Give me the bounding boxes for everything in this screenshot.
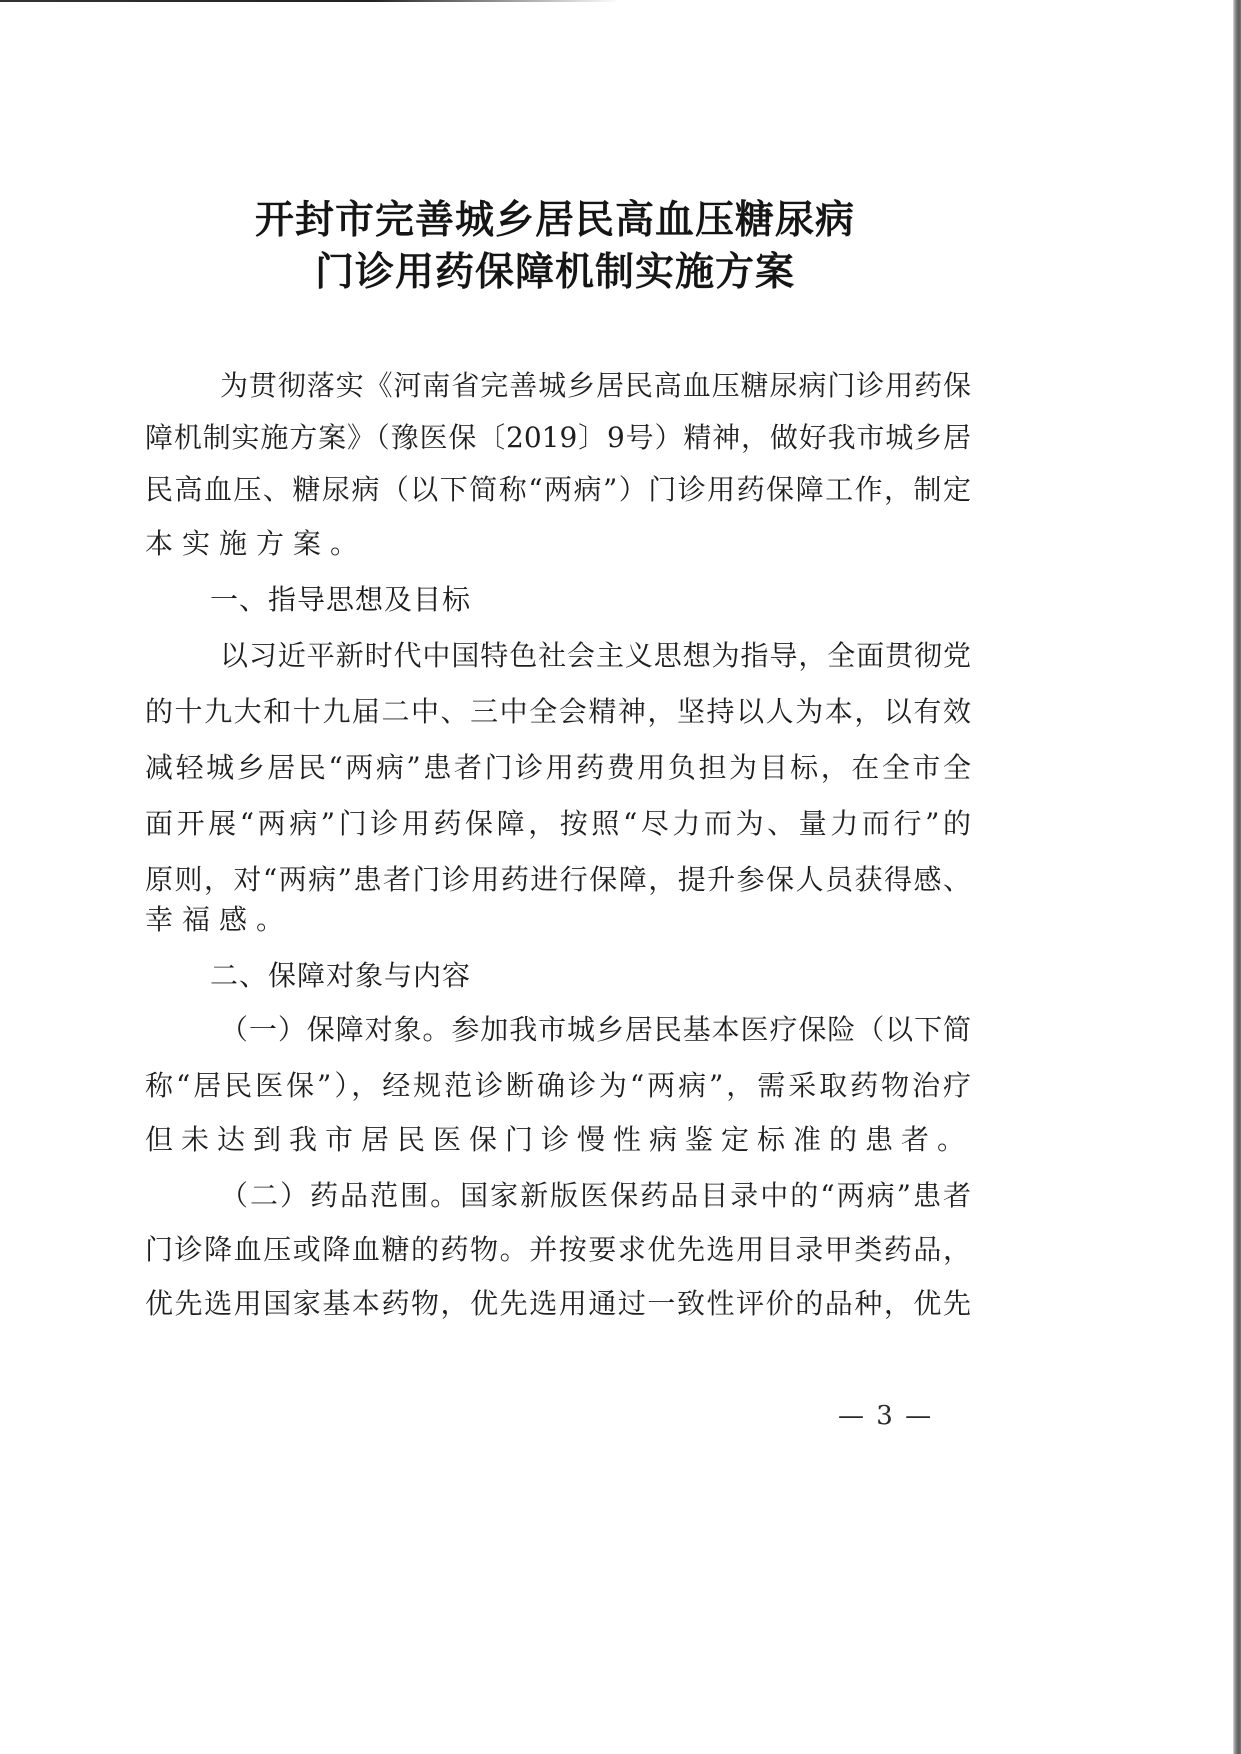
section-heading: 二、保障对象与内容 [210, 959, 472, 992]
paragraph-line: 称“居民医保”），经规范诊断确诊为“两病”，需采取药物治疗 [145, 1069, 971, 1102]
paragraph-line: 门诊降血压或降血糖的药物。并按要求优先选用目录甲类药品， [145, 1233, 971, 1266]
page-number: — 3 — [838, 1401, 934, 1431]
scan-right-edge [1233, 0, 1241, 1754]
document-title-line-2: 门诊用药保障机制实施方案 [314, 249, 795, 295]
section-heading: 一、指导思想及目标 [210, 583, 472, 616]
intro-line: 民高血压、糖尿病（以下简称“两病”）门诊用药保障工作，制定 [145, 473, 971, 506]
paragraph-line: 原则，对“两病”患者门诊用药进行保障，提升参保人员获得感、 [145, 863, 971, 896]
paragraph-line: 但未达到我市居民医保门诊慢性病鉴定标准的患者。 [145, 1123, 974, 1156]
paragraph-line: 优先选用国家基本药物，优先选用通过一致性评价的品种，优先 [145, 1287, 971, 1320]
paragraph-line: 以习近平新时代中国特色社会主义思想为指导，全面贯彻党 [220, 639, 971, 672]
document-title-line-1: 开封市完善城乡居民高血压糖尿病 [254, 197, 855, 243]
paragraph-line: 减轻城乡居民“两病”患者门诊用药费用负担为目标，在全市全 [145, 751, 971, 784]
paragraph-line: （一）保障对象。参加我市城乡居民基本医疗保险（以下简 [220, 1013, 971, 1046]
intro-line: 障机制实施方案》（豫医保〔2019〕9号）精神，做好我市城乡居 [145, 421, 971, 454]
paragraph-line: 幸福感。 [145, 903, 294, 936]
paragraph-line: （二）药品范围。国家新版医保药品目录中的“两病”患者 [220, 1179, 971, 1212]
paragraph-line: 的十九大和十九届二中、三中全会精神，坚持以人为本，以有效 [145, 695, 971, 728]
intro-line: 本实施方案。 [145, 527, 368, 560]
paragraph-line: 面开展“两病”门诊用药保障，按照“尽力而为、量力而行”的 [145, 807, 971, 840]
intro-line: 为贯彻落实《河南省完善城乡居民高血压糖尿病门诊用药保 [220, 369, 971, 402]
